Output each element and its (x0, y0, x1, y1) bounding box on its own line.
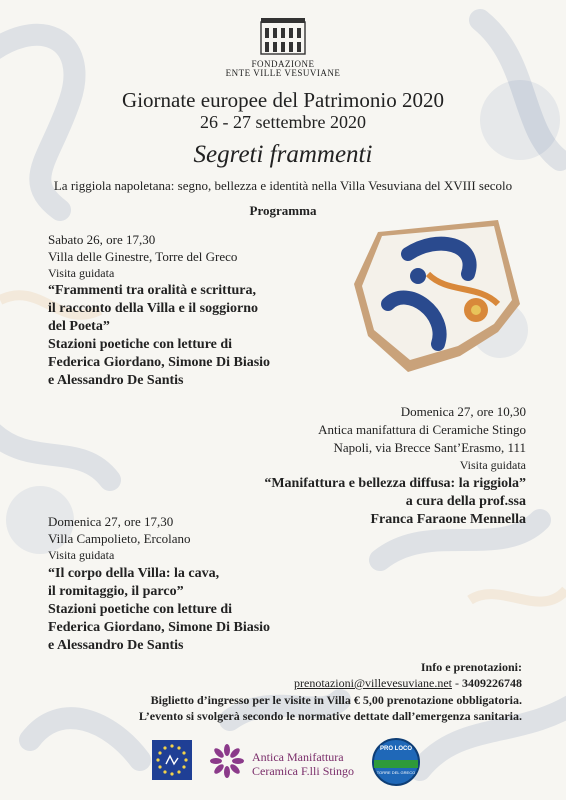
event1-place: Villa delle Ginestre, Torre del Greco (48, 249, 238, 264)
event3-desc-line2: Federica Giordano, Simone Di Biasio (48, 620, 271, 635)
info-heading: Info e prenotazioni: (420, 660, 522, 674)
page-subtitle: Segreti frammenti (193, 141, 373, 168)
event1-title-line2: il racconto della Villa e il soggiorno (48, 301, 258, 316)
info-contact (294, 676, 522, 691)
ticket-info: Biglietto d’ingresso per le visite in Villa € 5,00 prenotazione obbligatoria. (150, 693, 522, 707)
email-link[interactable]: prenotazioni@villevesuviane.net (294, 676, 452, 690)
event1-desc-line2: Federica Giordano, Simone Di Biasio (48, 355, 271, 370)
pro-loco-band (374, 760, 418, 768)
stingo-flower-logo (210, 744, 244, 778)
stingo-name-line2: Ceramica F.lli Stingo (252, 764, 355, 778)
phone-number: 3409226748 (462, 676, 522, 690)
pro-loco-logo (372, 738, 420, 786)
event2-curator-line1: a cura della prof.ssa (405, 494, 526, 509)
event2-curator-line2: Franca Faraone Mennella (370, 512, 526, 527)
tagline: La riggiola napoletana: segno, bellezza e identità nella Villa Vesuviana del XVIII secolo (53, 178, 513, 193)
eu-heritage-logo (152, 740, 192, 780)
event1-title-line3: del Poeta” (48, 319, 110, 334)
contact-separator: - (452, 676, 462, 690)
event2-title: “Manifattura e bellezza diffusa: la riggiola” (264, 476, 526, 491)
event2-place-line2: Napoli, via Brecce Sant’Erasmo, 111 (333, 440, 526, 455)
health-notice: L’evento si svolgerà secondo le normative dettate dall’emergenza sanitaria. (138, 709, 522, 723)
foundation-subname: ENTE VILLE VESUVIANE (225, 68, 341, 78)
event1-date: Sabato 26, ore 17,30 (48, 232, 156, 247)
stingo-name-line1: Antica Manifattura (252, 750, 344, 764)
event3-title-line1: “Il corpo della Villa: la cava, (48, 566, 220, 581)
event2-place-line1: Antica manifattura di Ceramiche Stingo (318, 422, 526, 437)
pro-loco-top-text: PRO LOCO (379, 746, 412, 752)
villa-logo (259, 16, 307, 56)
event1-type: Visita guidata (48, 266, 115, 280)
pro-loco-bottom-text: TORRE DEL GRECO (376, 770, 416, 775)
event1-title-line1: “Frammenti tra oralità e scrittura, (48, 283, 256, 298)
event3-desc-line3: e Alessandro De Santis (48, 638, 184, 653)
event3-date: Domenica 27, ore 17,30 (48, 514, 174, 529)
riggiola-fragment-image (348, 214, 524, 374)
foundation-name: FONDAZIONE (251, 59, 315, 69)
event2-type: Visita guidata (459, 458, 526, 472)
event3-place: Villa Campolieto, Ercolano (48, 531, 191, 546)
event3-type: Visita guidata (48, 548, 115, 562)
page-title: Giornate europee del Patrimonio 2020 (122, 88, 444, 112)
event1-desc-line1: Stazioni poetiche con letture di (48, 337, 233, 352)
programma-heading: Programma (249, 203, 317, 218)
event3-desc-line1: Stazioni poetiche con letture di (48, 602, 233, 617)
event2-date: Domenica 27, ore 10,30 (400, 404, 526, 419)
event-dates: 26 - 27 settembre 2020 (200, 112, 366, 132)
event3-title-line2: il romitaggio, il parco” (48, 584, 184, 599)
event1-desc-line3: e Alessandro De Santis (48, 373, 184, 388)
